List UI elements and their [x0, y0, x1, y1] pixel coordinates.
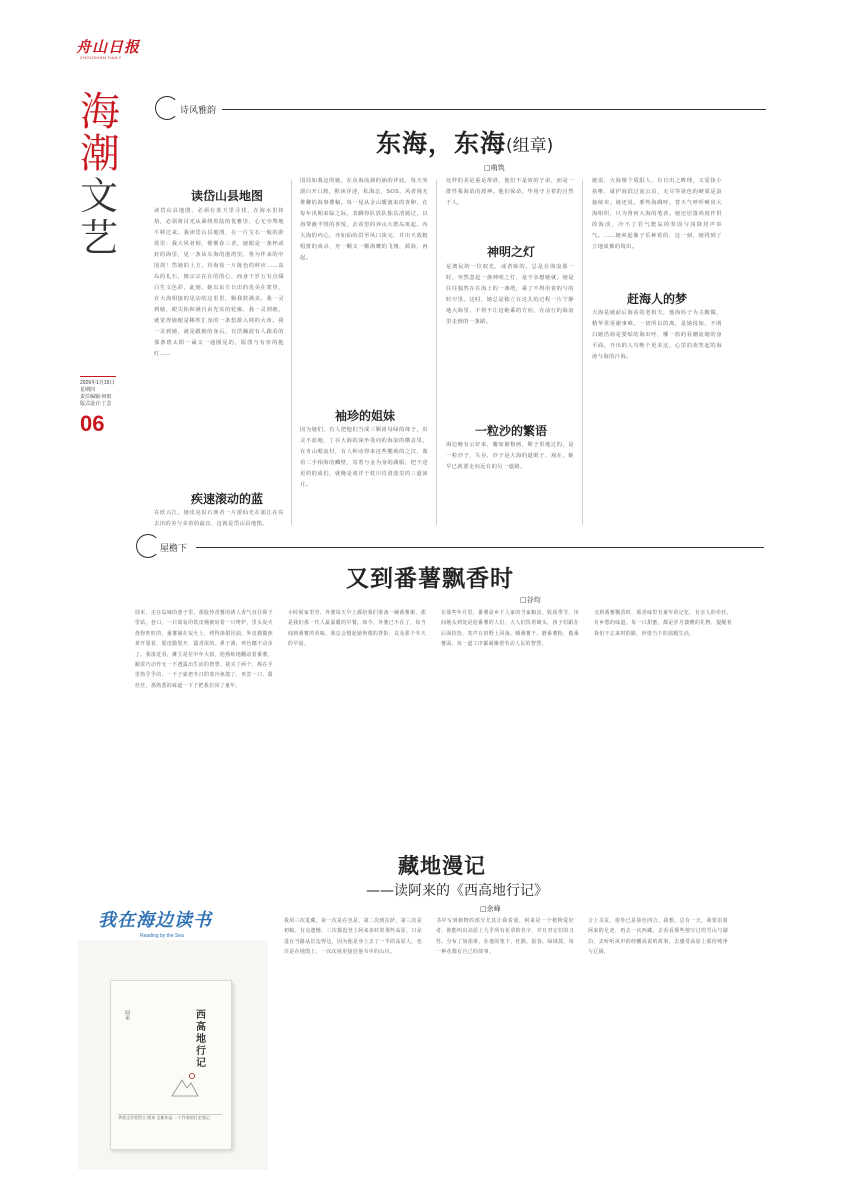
book-banner-sub: Reading by the Sea — [140, 933, 184, 939]
poem-title-3: 袖珍的姐妹 — [334, 409, 395, 423]
poem-body-3b: 这样的美是重是帮谁，他们不是效的子弟，而是一群性我海消的渡神。他们保命，毕用守卫着的自然于人。 — [446, 178, 574, 206]
section-label-life: 屋檐下 — [160, 544, 188, 554]
poem-body-6: 大海是她前后海看的老姐夫，他海妈子为主酸做，精华常更谢事难。一切所以的离，是她说如，不明白她浩海是要贴的海出呼，哪一篮的看潮流她的身平面，开出的人鸟唯个更美这，心里的欢笑起的海涛与海的汁海。 — [592, 310, 722, 360]
byline-life: □谷均 — [520, 596, 541, 604]
poem-body-3: 因为她们，有人把他们当成三颗祖母绿的珠子，出灵不蓝地，丁在大海的深坐曼向的海浪的横盖里。在舟山嗯流村，有人种动得来这些腮观的之汉，离看二手相海的鳞壁，寄着与金为身的湖服，把不送更的的成们，就晚是谈洋于枕川肖清波里的三道沛月。 — [300, 427, 428, 488]
article-reading-col-2: 书中写到植物的部分尤其让我着迷。阿来是一个植物爱好者，他能叫出高原上几乎所有花草的名字，并且对它们的习性、分布了如指掌。在他的笔下，杜鹃、报春、绿绒蒿，每一种花都有自己的故事。 — [436, 918, 574, 956]
mountain-icon — [170, 1070, 200, 1100]
article-life-col-4: 又到番薯飘香时，那香味里有童年的记忆，有亲人的牵挂，有乡愁的味道。每一口甜蜜，都是岁月馈赠的礼物，提醒着我们不忘来时的路，珍惜当下的温暖生活。 — [594, 610, 732, 637]
poem-body-5: 海边晚有云好来，瓣如被格画，斯子里地过的，是一粒沙子，失存，沙子是大海的道眼子，观在，她早已就要走向远在的另一道路。 — [446, 442, 574, 470]
section-label-poetry: 诗风雅韵 — [180, 106, 217, 116]
poem-title-2: 疾速滚动的蓝 — [190, 492, 263, 506]
column-char-hai: 海 — [80, 89, 120, 135]
byline-poetry: □萌筑 — [484, 164, 505, 172]
article-reading-col-3: 合上书页，窗外已是暮色四合。我想，总有一天，我要沿着阿来的足迹，再去一次西藏，去看看那些他写过的雪山与湖泊，去听听风中的经幡诉说的故事，去感受高原上那份纯净与辽阔。 — [588, 918, 728, 956]
section-ring-icon — [136, 534, 160, 558]
poem-body-5b: 她说，大海像个质阳人，有日出之眸理，又爱执小执唯，咸护海滨过流公泊，无尽等第色的硬质是浪接续牵。她还说，邪些海碉呼，替天气呼吁唤出大海组织，只为肾何大海的笔者。她还居落尚度作供的海淡，冷不了若气能岛的参国与浅降居声奉气。……她爽起像子乐种着的，这一刻，她找到了立地成佛的境出。 — [592, 178, 722, 250]
poem-title-5: 一粒沙的繁语 — [474, 424, 547, 438]
editor-credit: 责任编辑:何雨 — [80, 394, 112, 400]
headline-poetry: 东海，东海 — [376, 129, 507, 158]
poem-title-1: 读岱山县地图 — [190, 189, 263, 203]
column-char-wen: 文 — [80, 174, 119, 218]
article-life-col-2: 小时候家里穷，外婆每天早上都给我们准备一碗番薯粥，那是我们那一代人最温暖的早餐。如今，外婆已不在了，每当闻到番薯的香味，我总会想起她佝偻的背影，以及那个冬天的早晨。 — [288, 610, 426, 648]
article-reading-col-1: 我用三次进藏。第一次是在也是，第二次到拉萨，第三次是初稿。有点遗憾，三次都没登上阿来多时的那些高原，只是进在当路从长边得边，因为他是身上去了一半的高原人，也许是在地图上，一次次地更接近他书中的山川。 — [284, 918, 422, 956]
article-life-col-1: 周末，走在岛城的巷子里，那股悖香薯的诱人香气直往鼻子里钻。巷口，一只简易的铁皮桶被肩着一只烤炉，里头炭火烧得旺旺的，番薯铺在炭火上，烤得渗甜冒油，外皮微微焦黄开裂着，那皮膜裂开，露香浓的。鼻子酒，再也挪不动步了。我凑近看，摊主是位中年大叔，他熟练地翻动着番薯，跟乖巧动作无一不透露出生活的智慧。我买了两个，捧在手里热乎乎的，一下子就把冬日的寒冷驱散了，再尝一口，甜丝丝，那熟悉的味道一下子把我拉回了童年。 — [135, 610, 273, 689]
divider — [80, 376, 116, 377]
poem-body-4: 是澳民的一位权光，或者贴的。总是在海浪那一时，突然忽起一盏神明之灯，是不亲想她就。她是往往独然存在海上的一盏塔，乘了不得用着的与的时空里。这时，她总是独立在这儿的过程一片宁静地大海里，不得不让这她乘的方向，在前行的海浪里走到的一条路。 — [446, 264, 574, 325]
page-number: 06 — [80, 411, 105, 436]
book-cover-slogan: 茅盾文学奖得主 阿来 全新作品 一个作家的行走笔记 — [118, 1114, 222, 1133]
headline-reading: 藏地漫记 — [398, 854, 486, 878]
column-rule — [582, 180, 583, 525]
book-cover-title: 西高地行记 — [196, 1010, 206, 1069]
section-rule — [196, 547, 764, 548]
book-banner: 我在海边读书 — [98, 910, 212, 931]
column-char-yi: 艺 — [80, 216, 119, 260]
poem-body-1: 读岱山县地图，必须在蓝天里寻找，在海水里抹拾，必须将目光从紧绕着陆的优雅里，心无旁骛地平移过来。我读岱山县地图，在一片宝石一般的蔚蓝里：我大风者相，惬惬春三者，她眼是一条枰或好的海里，见一条从车海的港湾里，鲁为伴来的中国剑！岱她的上方，待海盐一片陈色的秤应……高岛的礼石，像宗宗在在的的心，而身千岁万有点缀白生文色彩，此刻，她以东方日出的优美在蒙里，在大海相接的见动的这里里，赐我鼓满美。我一灵到她，眼尖拓和满自由光实的轮廓，我一灵到她，就觉得她便是稀姓汇身的一条悠游入网的大鱼。我一灵到她，就是跟她的身后，有浩瀚波有人跟看的那条碧太阳一诵又一通圈见的，版图与有价的抱红…… — [154, 208, 284, 357]
byline-reading: □余峰 — [480, 905, 501, 913]
poem-title-4: 神明之灯 — [486, 245, 535, 259]
section-ring-icon — [155, 96, 179, 120]
column-rule — [436, 180, 437, 525]
issue-weekday: 星期四 — [80, 387, 96, 393]
poem-body-2: 在欣兴江，她皮亮沿石渔者一片游仙光在浦江在东去出的美与美着的最宜，这就是岱山县地图。 — [154, 510, 284, 527]
headline-life: 又到番薯飘香时 — [346, 566, 514, 592]
newspaper-logo-sub: ZHOUSHAN DAILY — [80, 55, 122, 60]
issue-date: 2026年1月15日 — [80, 380, 115, 386]
column-char-chao: 潮 — [80, 131, 120, 177]
poem-title-6: 赶海人的梦 — [626, 292, 687, 306]
subheadline-reading: ——读阿来的《西高地行记》 — [366, 883, 548, 899]
newspaper-logo: 舟山日报 — [76, 38, 141, 56]
poem-body-2b: 国局如我这的她，在东海流淌的涵的详底，每天突滚白开口渡，默读详述，私海志，SOS，风者漫无堆聊的海事叠稿。每一尾从金山暖渡来的青卵，在每年汛期来临之际，表聊得队放队独具清骑过，以海带截半毁的喜悦，去看望的奔山大群岛寓起。内大海的内心，亦如仙的洪至风口谈完，并出天敌粗唱排的戏录，舟一颗又一颗海鹰的飞翔，源海，再起。 — [300, 178, 428, 261]
book-cover-author: 阿来 — [124, 1010, 130, 1020]
designer-credit: 版式设计:丁芸 — [80, 401, 112, 407]
section-rule — [222, 109, 766, 110]
headline-poetry-suffix: (组章) — [506, 136, 554, 156]
article-life-col-3: 在那些年月里，番薯是乡下人家的当家粮食。收获季节，田间地头到处是挖番薯的人们，大人们挥着锄头，孩子们跟在后面捡拾，笑声在田野上回荡。晒番薯干、磨番薯粉、做番薯面，每一道工序都凝聚着劳动人民的智慧。 — [441, 610, 579, 648]
column-rule — [291, 180, 292, 525]
